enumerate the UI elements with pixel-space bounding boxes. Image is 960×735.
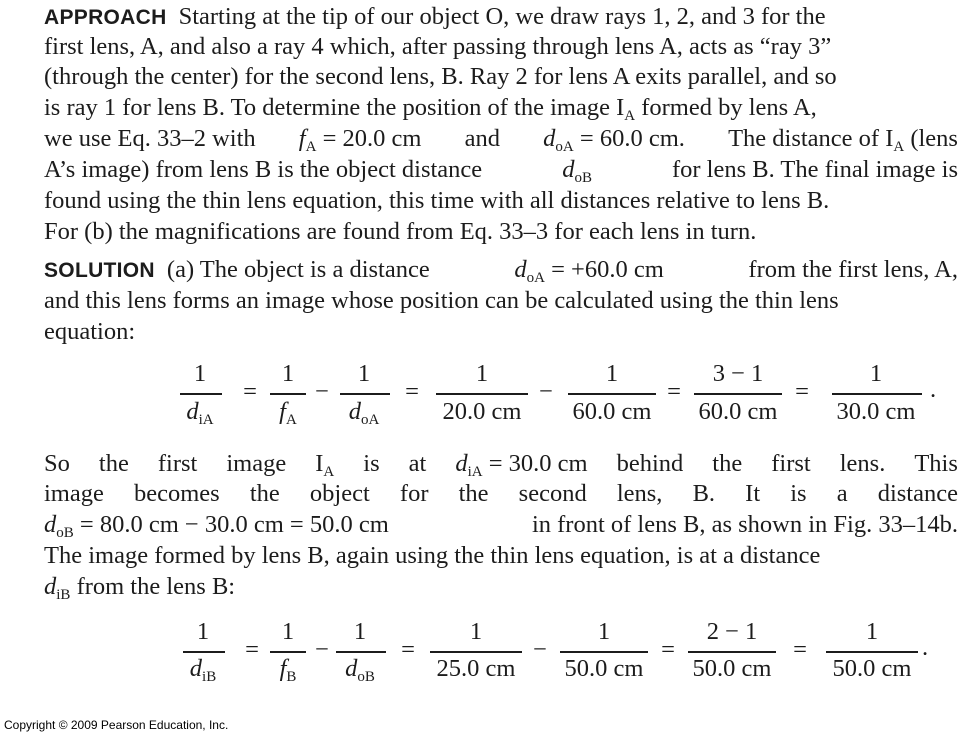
minus-sign: − — [315, 378, 329, 405]
approach-line-5-text: we use Eq. 33–2 with — [44, 125, 256, 152]
solution-line-3: equation: — [44, 318, 136, 345]
minus-sign: − — [539, 378, 553, 405]
middle-line-3-end: in front of lens B, as shown in Fig. 33–14b. — [531, 511, 958, 538]
equals-sign: = — [405, 378, 419, 405]
object-distance-b-value: $d_{oB} = 80.0$ cm − 30.0 cm = 50.0 cm — [44, 511, 389, 541]
equals-sign: = — [245, 636, 259, 663]
equals-sign: = — [401, 636, 415, 663]
eq2-denominator: $f_B$ — [279, 655, 297, 685]
middle-line-4: The image formed by lens B, again using the thin lens equation, is at a distance — [44, 542, 821, 569]
object-distance-b: $d_{oB}$ — [562, 156, 592, 186]
eq2-numerator: 1 — [281, 618, 295, 645]
object-distance-a-value: $d_{oA} = +60.0$ cm — [514, 256, 664, 286]
eq1-numerator: 3 − 1 — [712, 360, 764, 387]
eq2-denominator: $d_{oB}$ — [345, 655, 375, 685]
approach-line-6 — [44, 155, 958, 185]
eq1-numerator: 1 — [357, 360, 371, 387]
period: . — [922, 634, 929, 661]
eq1-numerator: 1 — [605, 360, 619, 387]
middle-line-2: image becomes the object for the second lens, B. It is a distance — [44, 480, 958, 507]
eq2-numerator: 1 — [865, 618, 879, 645]
fraction-bar — [826, 651, 918, 653]
subscript: A — [624, 108, 636, 124]
eq1-denominator: 20.0 cm — [442, 398, 522, 425]
approach-line-8: For (b) the magnifications are found from Eq. 33–3 for each lens in turn. — [44, 218, 757, 245]
eq2-numerator: 1 — [353, 618, 367, 645]
object-distance-a: $d_{oA} = 60.0$ cm. — [543, 125, 685, 155]
approach-line-4-text: is ray 1 for lens B. To determine the position of the image I — [44, 94, 625, 121]
focal-length-a: $f_A = 20.0$ cm — [298, 125, 422, 155]
fraction-bar — [340, 393, 390, 395]
fraction-bar — [436, 393, 528, 395]
eq2-denominator: 50.0 cm — [832, 655, 912, 682]
fraction-bar — [560, 651, 648, 653]
fraction-bar — [430, 651, 522, 653]
eq1-denominator: 60.0 cm — [572, 398, 652, 425]
eq1-numerator: 1 — [475, 360, 489, 387]
approach-text: Starting at the tip of our object O, we draw rays 1, 2, and 3 for the — [178, 3, 826, 30]
eq1-denominator: $f_A$ — [279, 398, 297, 428]
approach-line-6-end: for lens B. The final image is — [671, 156, 958, 183]
eq2-denominator: $d_{iB}$ — [189, 655, 217, 685]
approach-line-4-end: formed by lens A, — [641, 94, 817, 121]
solution-line-1 — [44, 255, 958, 286]
equals-sign: = — [661, 636, 675, 663]
eq2-numerator: 1 — [597, 618, 611, 645]
eq2-numerator: 1 — [196, 618, 210, 645]
approach-line-3: (through the center) for the second lens, B. Ray 2 for lens A exits parallel, and so — [44, 63, 837, 90]
solution-line-2: and this lens forms an image whose position can be calculated using the thin lens — [44, 287, 839, 314]
approach-line-1 — [44, 2, 958, 33]
approach-line-5 — [44, 124, 958, 154]
fraction-bar — [832, 393, 922, 395]
approach-line-2: first lens, A, and also a ray 4 which, after passing through lens A, acts as “ray 3” — [44, 33, 832, 60]
solution-line-1-end: from the first lens, A, — [748, 256, 958, 283]
fraction-bar — [270, 393, 306, 395]
equals-sign: = — [793, 636, 807, 663]
fraction-bar — [270, 651, 306, 653]
eq2-denominator: 50.0 cm — [692, 655, 772, 682]
middle-line-3 — [44, 510, 958, 540]
image-distance-a: $d_{iA} = 30.0$ cm — [455, 450, 588, 480]
minus-sign: − — [315, 636, 329, 663]
eq1-denominator: $d_{iA}$ — [186, 398, 214, 428]
eq1-denominator: $d_{oA}$ — [348, 398, 380, 428]
and-word: and — [464, 125, 500, 152]
middle-line-1: So the first image $I_A$ is at $d_{iA} = 30.0$ cm behind the first lens. This — [44, 450, 958, 480]
eq1-denominator: 30.0 cm — [836, 398, 916, 425]
eq2-denominator: 25.0 cm — [436, 655, 516, 682]
minus-sign: − — [533, 636, 547, 663]
equals-sign: = — [795, 378, 809, 405]
period: . — [930, 376, 937, 403]
fraction-bar — [180, 393, 222, 395]
eq1-numerator: 1 — [193, 360, 207, 387]
equals-sign: = — [243, 378, 257, 405]
solution-line-1-text: (a) The object is a distance — [166, 256, 430, 283]
approach-line-4 — [44, 93, 817, 123]
middle-line-5: $d_{iB}$ from the lens B: — [44, 573, 236, 603]
approach-heading: APPROACH — [44, 6, 167, 29]
fraction-bar — [688, 651, 776, 653]
fraction-bar — [694, 393, 782, 395]
eq2-denominator: 50.0 cm — [564, 655, 644, 682]
fraction-bar — [568, 393, 656, 395]
eq1-numerator: 1 — [869, 360, 883, 387]
approach-line-5-end: The distance of $I_A$ (lens — [728, 125, 958, 155]
eq1-numerator: 1 — [281, 360, 295, 387]
eq2-numerator: 2 − 1 — [706, 618, 758, 645]
approach-line-6-text: A’s image) from lens B is the object distance — [44, 156, 483, 183]
fraction-bar — [183, 651, 225, 653]
copyright-notice: Copyright © 2009 Pearson Education, Inc. — [4, 718, 229, 732]
equals-sign: = — [667, 378, 681, 405]
approach-line-7: found using the thin lens equation, this time with all distances relative to lens B. — [44, 187, 830, 214]
eq2-numerator: 1 — [469, 618, 483, 645]
fraction-bar — [336, 651, 386, 653]
solution-heading: SOLUTION — [44, 259, 155, 282]
eq1-denominator: 60.0 cm — [698, 398, 778, 425]
